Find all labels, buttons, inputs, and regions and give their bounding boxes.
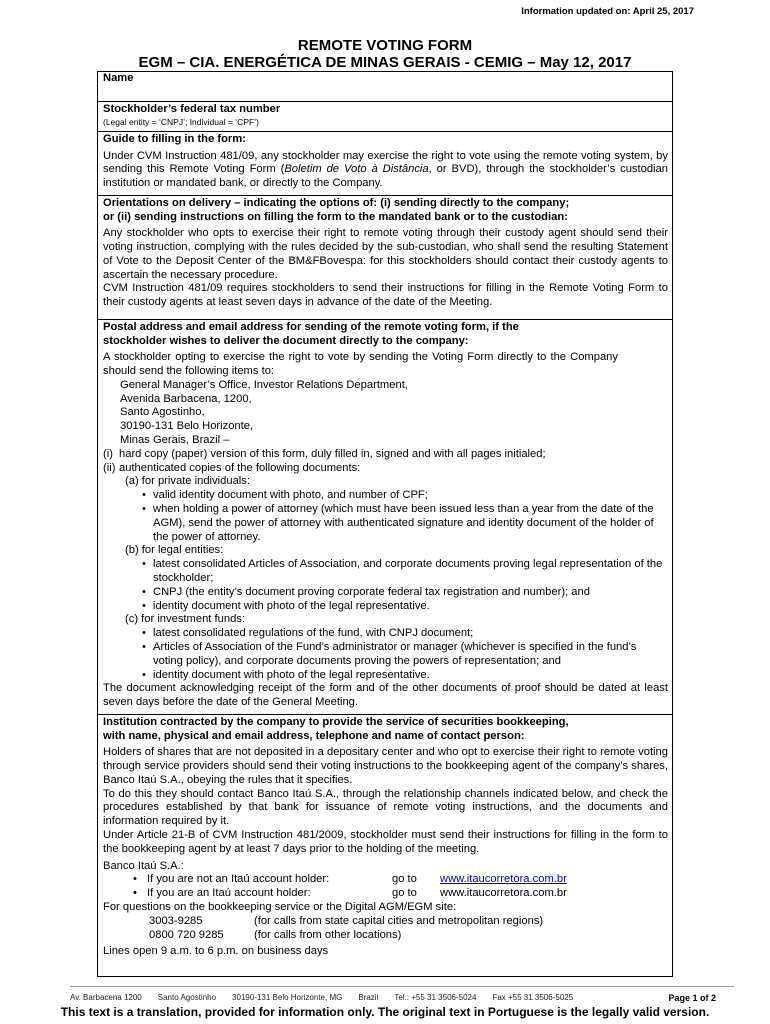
orientations-section bbox=[98, 195, 672, 319]
list-item: (i) hard copy (paper) version of this form, duly filled in, signed and with all pages initialed; bbox=[103, 447, 546, 460]
postal-heading: Postal address and email address for sending of the remote voting form, if the stockholder wishes to deliver the document directly to the company: bbox=[103, 321, 519, 347]
tax-number-section bbox=[98, 101, 672, 131]
group-label-funds: (c) for investment funds: bbox=[125, 613, 245, 626]
list-item: (ii) authenticated copies of the following documents: bbox=[103, 461, 361, 474]
business-hours: Lines open 9 a.m. to 6 p.m. on business days bbox=[103, 945, 329, 958]
postal-intro: A stockholder opting to exercise the right to vote by sending the Voting Form directly to the Company should send the following items to: bbox=[103, 351, 618, 377]
list-item: • identity document with photo of the legal representative. bbox=[142, 668, 430, 681]
institution-paragraph-3: Under Article 21-B of CVM Instruction 481/2009, stockholder must send their instructions for filling in the form to the bookkeeping agent by at least 7 days prior to the holding of the meeting. bbox=[103, 828, 668, 855]
company-address: General Manager’s Office, Investor Relations Department, Avenida Barbacena, 1200, Santo Agostinho, 30190-131 Belo Horizonte, Minas Gerais, Brazil – bbox=[120, 378, 408, 446]
list-item: • latest consolidated regulations of the fund, with CNPJ document; bbox=[142, 627, 474, 640]
bank-row-holder: • If you are an Itaú account holder: go to www.itaucorretora.com.br bbox=[133, 887, 567, 900]
page-number: Page 1 of 2 bbox=[668, 993, 716, 1003]
list-item: • valid identity document with photo, and number of CPF; bbox=[142, 489, 428, 502]
itau-url-text: www.itaucorretora.com.br bbox=[440, 887, 567, 900]
updated-date: Information updated on: April 25, 2017 bbox=[521, 6, 694, 17]
list-item: • latest consolidated Articles of Association, and corporate documents proving legal representation of the stockholder; bbox=[142, 558, 663, 584]
guide-text: Under CVM Instruction 481/09, any stockholder may exercise the right to vote using the remote voting system, by sending this Remote Voting Form (Boletim de Voto à Distância, or BVD), through the stockholder’s custodian institution or mandated bank, or directly to the Company. bbox=[103, 149, 668, 190]
orientations-paragraph-2: CVM Instruction 481/09 requires stockholders to send their instructions for filling in the Remote Voting Form to their custody agents at least seven days in advance of the date of the Meeting. bbox=[103, 282, 668, 309]
list-item: • identity document with photo of the legal representative. bbox=[142, 599, 430, 612]
institution-paragraph-1: Holders of shares that are not deposited in a depositary center and who opt to exercise their right to remote voting through service providers should send their voting instructions to the bookkeeping agent of the company’s shares, Banco Itaú S.A., obeying the rules that it specifies. bbox=[103, 746, 668, 786]
postal-closing: The document acknowledging receipt of the form and of the other documents of proof should be dated at least seven days before the date of the General Meeting. bbox=[103, 682, 668, 709]
list-item: • when holding a power of attorney (which must have been issued less than a year from the date of the AGM), send the power of attorney with authenticated signature and identity document of the holder of the power of attorney. bbox=[142, 502, 654, 543]
guide-heading: Guide to filling in the form: bbox=[103, 133, 246, 145]
meeting-title: EGM – CIA. ENERGÉTICA DE MINAS GERAIS - CEMIG – May 12, 2017 bbox=[138, 54, 632, 71]
name-label: Name bbox=[103, 72, 134, 84]
footer: Av. Barbacena 1200 Santo Agostinho 30190-131 Belo Horizonte, MG Brazil Tel.: +55 31 3506-5024 Fax +55 31 3506-5025 Page 1 of 2 bbox=[70, 993, 716, 1003]
questions-text: For questions on the bookkeeping service or the Digital AGM/EGM site: bbox=[103, 900, 457, 913]
orientations-paragraph-1: Any stockholder who opts to exercise their right to remote voting through their custody agent should send their voting instruction, complying with the rules decided by the sub-custodian, who shall send the resulting Statement of Vote to the Deposit Center of the BM&FBovespa: for this stockholders should contact their custody agents to ascertain the necessary procedure. bbox=[103, 227, 668, 281]
phone-row: 0800 720 9285 (for calls from other locations) bbox=[149, 928, 402, 941]
institution-section bbox=[98, 714, 672, 976]
list-item: • Articles of Association of the Fund’s administrator or manager (whichever is specified in the fund’s voting policy), and corporate documents proving the powers of representation; and bbox=[142, 640, 637, 667]
phone-row: 3003-9285 (for calls from state capital cities and metropolitan regions) bbox=[149, 914, 544, 927]
postal-section bbox=[98, 319, 672, 714]
itau-link[interactable]: www.itaucorretora.com.br bbox=[440, 873, 567, 886]
group-label-legal-entities: (b) for legal entities: bbox=[125, 544, 224, 557]
group-label-individuals: (a) for private individuals: bbox=[125, 475, 250, 488]
tax-number-label: Stockholder’s federal tax number bbox=[103, 103, 281, 115]
footer-divider bbox=[70, 986, 734, 987]
institution-heading: Institution contracted by the company to provide the service of securities bookkeeping, with name, physical and email address, telephone and name of contact person: bbox=[103, 716, 569, 742]
translation-disclaimer: This text is a translation, provided for information only. The original text in Portuguese is the legally valid version. bbox=[60, 1005, 710, 1019]
tax-number-hint: (Legal entity = ‘CNPJ’; Individual = ‘CPF’) bbox=[103, 116, 259, 127]
name-section bbox=[98, 72, 672, 101]
list-item: • CNPJ (the entity’s document proving corporate federal tax registration and number); and bbox=[142, 585, 590, 598]
voting-form bbox=[97, 71, 673, 977]
guide-section bbox=[98, 131, 672, 195]
form-title: REMOTE VOTING FORM bbox=[297, 37, 473, 54]
bank-row-non-holder: • If you are not an Itaú account holder: go to www.itaucorretora.com.br bbox=[133, 873, 567, 886]
institution-paragraph-2: To do this they should contact Banco Itaú S.A., through the relationship channels indicated below, and check the procedures established by that bank for issuance of remote voting instructions, and the documents and information required by it. bbox=[103, 787, 668, 828]
orientations-heading: Orientations on delivery – indicating the options of: (i) sending directly to the company; or (ii) sending instructions on filling the form to the mandated bank or to the custodian: bbox=[103, 197, 570, 223]
bank-name: Banco Itaú S.A.: bbox=[103, 859, 184, 872]
